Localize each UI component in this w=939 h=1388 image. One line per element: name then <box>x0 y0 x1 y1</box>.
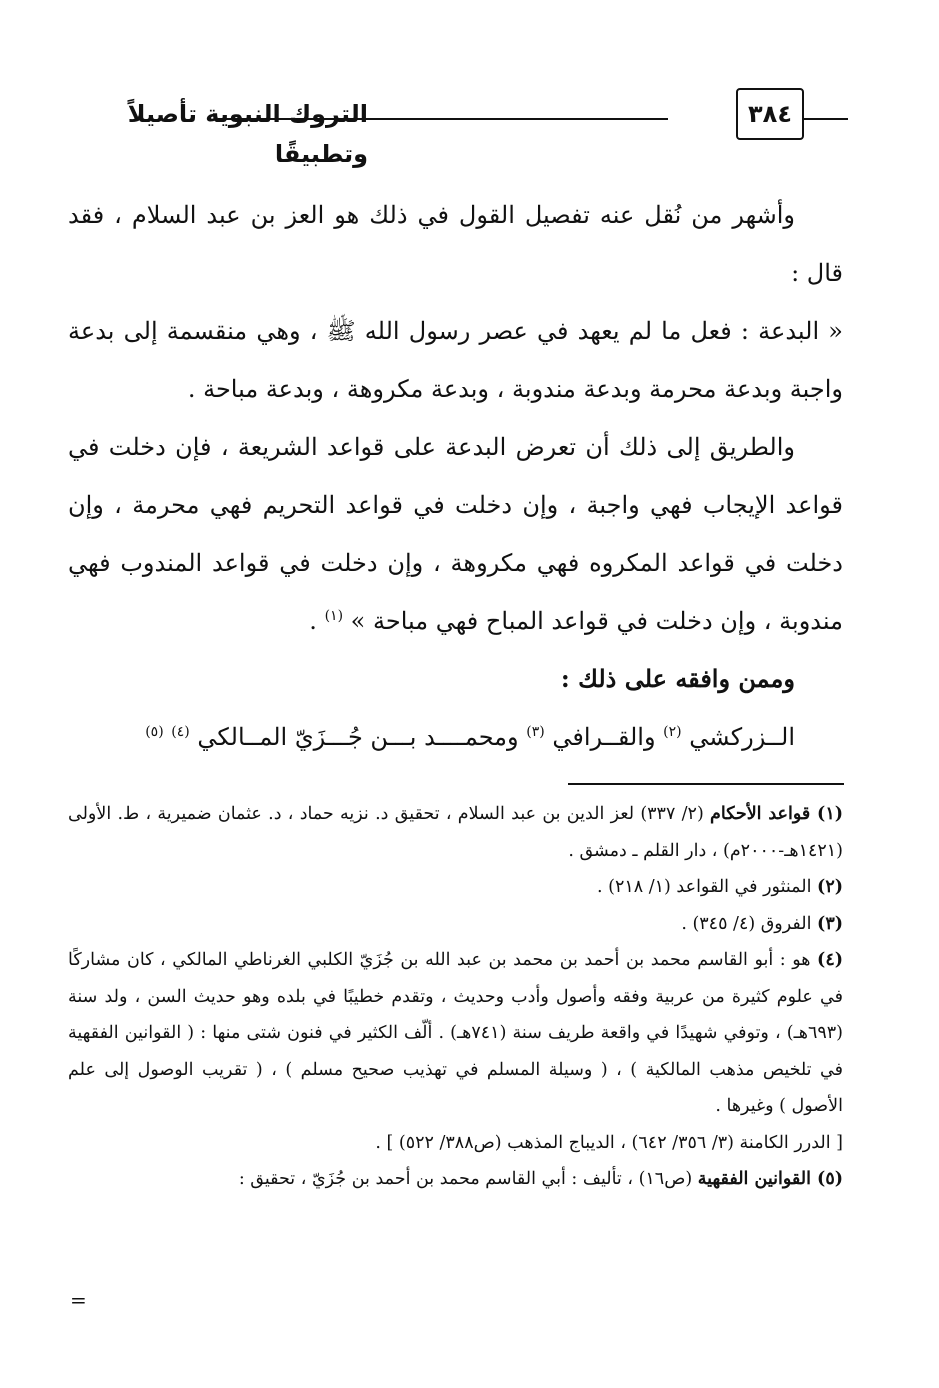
main-text <box>68 186 843 766</box>
footnote-3 <box>68 906 843 943</box>
footnote-ref-4[interactable]: (٤) <box>171 724 190 740</box>
running-title: التروك النبوية تأصيلاً وتطبيقًا <box>127 100 368 168</box>
footnote-text: المنثور في القواعد (١/ ٢١٨) . <box>597 877 818 897</box>
footnote-divider <box>568 783 844 785</box>
footnote-text: (٢/ ٣٣٧) لعز الدين بن عبد السلام ، تحقيق د. نزيه حماد ، د. عثمان ضميرية ، ط. الأولى (١٤٢١هـ-٢٠٠٠م) ، دار القلم ـ دمشق . <box>68 804 843 861</box>
paragraph-1: وأشهر من نُقل عنه تفصيل القول في ذلك هو العز بن عبد السلام ، فقد قال : <box>68 201 843 287</box>
footnote-4 <box>68 942 843 1125</box>
page-header <box>66 88 846 168</box>
scholar-ibn-juzayy: ومحمــــد بـــن جُـــزَيّ المــالكي <box>197 723 527 751</box>
footnote-book-title: قواعد الأحكام <box>710 804 818 824</box>
footnote-ref-2[interactable]: (٢) <box>663 724 682 740</box>
quote-paragraph-2 <box>68 418 843 650</box>
scholar-zarkashi: الــزركشي <box>689 723 795 751</box>
quote-end: . <box>309 607 325 635</box>
footnote-number: (٢) <box>817 877 843 897</box>
footnote-2 <box>68 869 843 906</box>
footnotes <box>68 796 843 1198</box>
header-rule-right <box>804 118 848 120</box>
page-number: ٣٨٤ <box>736 88 804 140</box>
quote-paragraph-1: « البدعة : فعل ما لم يعهد في عصر رسول الله ﷺ ، وهي منقسمة إلى بدعة واجبة وبدعة محرمة وبدعة مندوبة ، وبدعة مكروهة ، وبدعة مباحة . <box>68 317 843 403</box>
scholars-line <box>68 708 843 766</box>
continuation-mark: = <box>70 1288 87 1312</box>
footnote-ref-1[interactable]: (١) <box>324 608 344 624</box>
footnote-text: الفروق (٤/ ٣٤٥) . <box>681 913 818 934</box>
footnote-4-sources: [ الدرر الكامنة (٣/ ٣٥٦/ ٦٤٢) ، الديباج المذهب (ص٣٨٨/ ٥٢٢) ] . <box>375 1132 843 1153</box>
section-heading: وممن وافقه على ذلك : <box>560 664 795 693</box>
footnote-book-title: القوانين الفقهية <box>697 1169 818 1189</box>
footnote-number: (٣) <box>817 913 843 934</box>
footnote-number: (٤) <box>817 950 843 970</box>
footnote-ref-5[interactable]: (٥) <box>145 724 164 740</box>
footnote-ref-3[interactable]: (٣) <box>526 724 545 740</box>
footnote-number: (١) <box>817 804 844 824</box>
scholar-qarafi: والقــرافي <box>552 723 664 751</box>
quote-text: والطريق إلى ذلك أن تعرض البدعة على قواعد الشريعة ، فإن دخلت في قواعد الإيجاب فهي واجبة ، وإن دخلت في قواعد التحريم فهي محرمة ، وإن دخلت في قواعد المكروه فهي مكروهة ، وإن دخلت في قواعد المندوب فهي مندوبة ، وإن دخلت في قواعد المباح فهي مباحة » <box>68 433 843 635</box>
footnote-text: (ص١٦) ، تأليف : أبي القاسم محمد بن أحمد بن جُزَيّ ، تحقيق : <box>238 1169 698 1189</box>
footnote-1 <box>68 796 843 869</box>
footnote-number: (٥) <box>817 1169 843 1189</box>
footnote-text: هو : أبو القاسم محمد بن أحمد بن محمد بن عبد الله بن جُزَيّ الكلبي الغرناطي المالكي ، كان مشاركًا في علوم كثيرة من عربية وفقه وأصول وأدب وحديث ، وتقدم خطيبًا في بلده وهو حديث السن ، ولد سنة (٦٩٣هـ) ، وتوفي شهيدًا في واقعة طريف سنة (٧٤١هـ) . ألّف الكثير في فنون شتى منها : ( القوانين الفقهية في تلخيص مذهب المالكية ) ، ( وسيلة المسلم في تهذيب صحيح مسلم ) ، ( تقريب الوصول إلى علم الأصول ) وغيرها . <box>68 950 843 1116</box>
footnote-5 <box>68 1161 843 1198</box>
